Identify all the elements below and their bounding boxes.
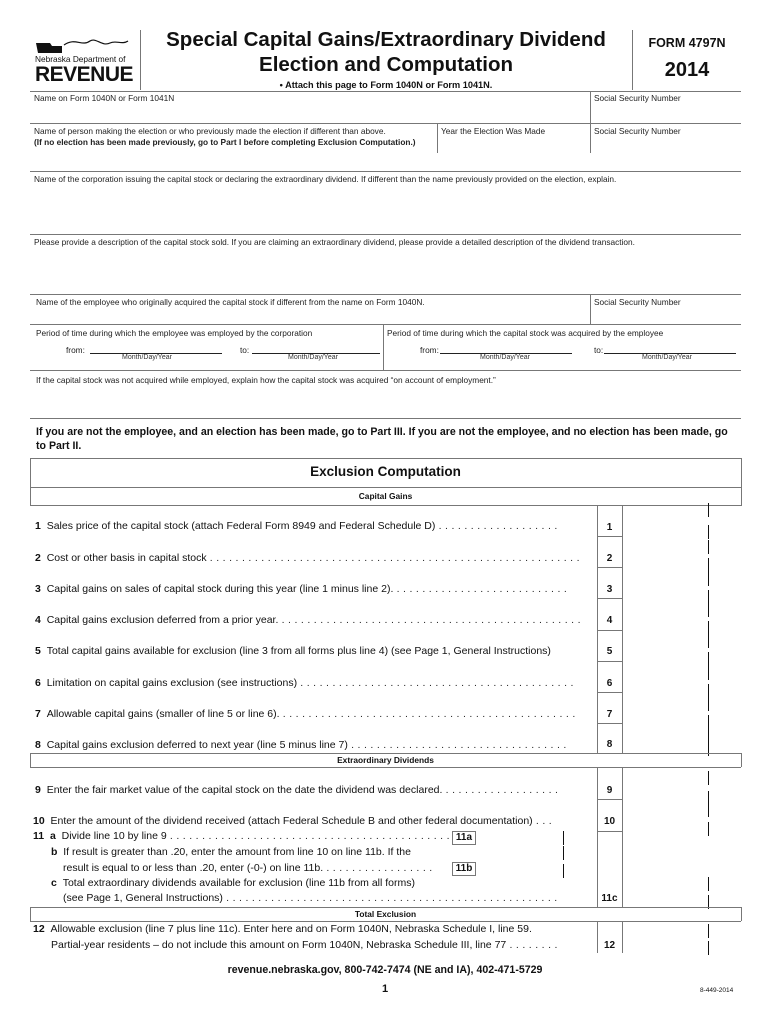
ssn-label-3: Social Security Number — [594, 297, 681, 307]
total-exclusion-heading: Total Exclusion — [354, 909, 417, 919]
extraordinary-dividends-heading: Extraordinary Dividends — [337, 755, 434, 765]
logo — [30, 33, 135, 85]
form-number: FORM 4797N — [648, 36, 726, 50]
line-9-amount[interactable] — [624, 774, 708, 798]
line-2: 2 Cost or other basis in capital stock . . . . . . . . . . . . . . . . . . . . . . . . . . . . . . . . . . . . . . . . . . . . . . . . . . . . . . . . . . — [35, 552, 580, 564]
line-11b-1: b If result is greater than .20, enter the amount from line 10 on line 11b. If the — [51, 846, 411, 858]
line-12-amount[interactable] — [624, 925, 708, 953]
line-3-box: 3 — [606, 584, 613, 595]
line-9-box: 9 — [606, 785, 613, 796]
name-on-form-label: Name on Form 1040N or Form 1041N — [34, 93, 175, 103]
line-7: 7 Allowable capital gains (smaller of line 5 or line 6). . . . . . . . . . . . . . . . . . . . . . . . . . . . . . . . . . . . . . . . . . . . . . . — [35, 708, 576, 720]
period-employed-label: Period of time during which the employee was employed by the corporation — [36, 328, 313, 338]
line-11b-2: result is equal to or less than .20, enter (-0-) on line 11b. . . . . . . . . . . . . . . . . . — [63, 862, 433, 874]
year-election-label: Year the Election Was Made — [441, 126, 546, 136]
line-10-amount[interactable] — [624, 805, 708, 829]
acquired-to-mdy: Month/Day/Year — [642, 354, 692, 361]
name-on-form-field[interactable] — [30, 102, 588, 122]
line-2-box: 2 — [606, 553, 613, 564]
no-election-note: (If no election has been made previously, go to Part I before completing Exclusion Computation.) — [34, 137, 416, 147]
line-11c-amount[interactable] — [624, 880, 708, 906]
line-11c-1: c Total extraordinary dividends available for exclusion (line 11b from all forms) — [51, 877, 415, 889]
line-6: 6 Limitation on capital gains exclusion (see instructions) . . . . . . . . . . . . . . . . . . . . . . . . . . . . . . . . . . . . . . . . . . . — [35, 677, 574, 689]
line-11a-amount[interactable] — [478, 828, 562, 846]
employed-to-label: to: — [240, 345, 250, 355]
acquired-to-label: to: — [594, 345, 604, 355]
part-instruction: If you are not the employee, and an election has been made, go to Part III. If you are not the employee, and no election has been made, go to Part II. — [36, 426, 728, 452]
line-1-box: 1 — [606, 522, 613, 533]
title-line2: Election and Computation — [259, 53, 513, 76]
ssn-field-1[interactable] — [592, 102, 740, 122]
line-8: 8 Capital gains exclusion deferred to next year (line 5 minus line 7) . . . . . . . . . . . . . . . . . . . . . . . . . . . . . . . . . . — [35, 739, 567, 751]
acquired-from-label: from: — [420, 345, 439, 355]
section-title: Exclusion Computation — [310, 464, 461, 479]
line-11c-2: (see Page 1, General Instructions) . . . . . . . . . . . . . . . . . . . . . . . . . . . . . . . . . . . . . . . . . . . . . . . . . . . . — [63, 892, 558, 904]
description-field[interactable] — [30, 249, 741, 291]
line-12-box: 12 — [603, 940, 616, 951]
line-7-amount[interactable] — [624, 698, 708, 722]
explain-acquired-label: If the capital stock was not acquired while employed, explain how the capital stock was acquired “on account of employment.” — [36, 375, 496, 385]
line-11b-amount[interactable] — [478, 848, 562, 878]
line-11a-box: 11a — [452, 831, 476, 845]
line-3: 3 Capital gains on sales of capital stock during this year (line 1 minus line 2). . . . . . . . . . . . . . . . . . . . . . . . . . . . — [35, 583, 568, 595]
tax-year: 2014 — [664, 59, 710, 81]
line-5-box: 5 — [606, 646, 613, 657]
description-label: Please provide a description of the capital stock sold. If you are claiming an extraordinary dividend, please provide a detailed description of the dividend transaction. — [34, 237, 635, 247]
line-4-amount[interactable] — [624, 604, 708, 628]
ssn-label-2: Social Security Number — [594, 126, 681, 136]
line-10-box: 10 — [603, 816, 616, 827]
period-acquired-label: Period of time during which the capital stock was acquired by the employee — [387, 328, 664, 338]
line-1: 1 Sales price of the capital stock (attach Federal Form 8949 and Federal Schedule D) . . . . . . . . . . . . . . . . . . . — [35, 520, 558, 532]
attach-note: • Attach this page to Form 1040N or Form 1041N. — [279, 80, 493, 90]
ssn-label-1: Social Security Number — [594, 93, 681, 103]
line-5: 5 Total capital gains available for exclusion (line 3 from all forms plus line 4) (see Page 1, General Instructions) — [35, 645, 551, 657]
page-number: 1 — [381, 983, 389, 995]
line-6-box: 6 — [606, 678, 613, 689]
line-7-box: 7 — [606, 709, 613, 720]
acquired-from-mdy: Month/Day/Year — [480, 354, 530, 361]
nebraska-map-icon — [30, 33, 130, 55]
line-4-box: 4 — [606, 615, 613, 626]
footer-contact: revenue.nebraska.gov, 800-742-7474 (NE and IA), 402-471-5729 — [227, 964, 543, 976]
line-10: 10 Enter the amount of the dividend received (attach Federal Schedule B and other federal documentation) . . . — [33, 815, 552, 827]
employee-name-label: Name of the employee who originally acquired the capital stock if different from the name on Form 1040N. — [36, 297, 425, 307]
dept-label: Nebraska Department of — [35, 54, 126, 64]
employed-to-mdy: Month/Day/Year — [288, 354, 338, 361]
line-11c-box: 11c — [601, 893, 618, 904]
line-8-box: 8 — [606, 739, 613, 750]
line-11b-box: 11b — [452, 862, 476, 876]
corporation-name-label: Name of the corporation issuing the capital stock or declaring the extraordinary dividend. If different than the name previously provided on the election, explain. — [34, 174, 617, 184]
corporation-name-field[interactable] — [30, 186, 741, 230]
explain-acquired-field[interactable] — [30, 388, 741, 416]
form-code: 8-449-2014 — [700, 987, 734, 994]
title-line1: Special Capital Gains/Extraordinary Dividend — [166, 28, 606, 51]
line-1-amount[interactable] — [624, 512, 708, 536]
line-5-amount[interactable] — [624, 635, 708, 659]
line-8-amount[interactable] — [624, 729, 708, 753]
employed-from-label: from: — [66, 345, 85, 355]
line-12-2: Partial-year residents – do not include this amount on Form 1040N, Nebraska Schedule III, line 77 . . . . . . . . — [51, 939, 558, 951]
person-making-label: Name of person making the election or who previously made the election if different than above. — [34, 126, 386, 136]
capital-gains-heading: Capital Gains — [358, 491, 413, 501]
line-9: 9 Enter the fair market value of the capital stock on the date the dividend was declared. . . . . . . . . . . . . . . . . . . — [35, 784, 559, 796]
line-4: 4 Capital gains exclusion deferred from a prior year. . . . . . . . . . . . . . . . . . . . . . . . . . . . . . . . . . . . . . . . . . . . . . . . — [35, 614, 581, 626]
line-12-1: 12 Allowable exclusion (line 7 plus line 11c). Enter here and on Form 1040N, Nebraska Schedule I, line 59. — [33, 923, 532, 935]
revenue-label: REVENUE — [35, 63, 134, 86]
line-2-amount[interactable] — [624, 542, 708, 566]
line-6-amount[interactable] — [624, 667, 708, 691]
line-11a: 11 a Divide line 10 by line 9 . . . . . . . . . . . . . . . . . . . . . . . . . . . . . . . . . . . . . . . . . . . . — [33, 830, 450, 842]
line-3-amount[interactable] — [624, 573, 708, 597]
employed-from-mdy: Month/Day/Year — [122, 354, 172, 361]
